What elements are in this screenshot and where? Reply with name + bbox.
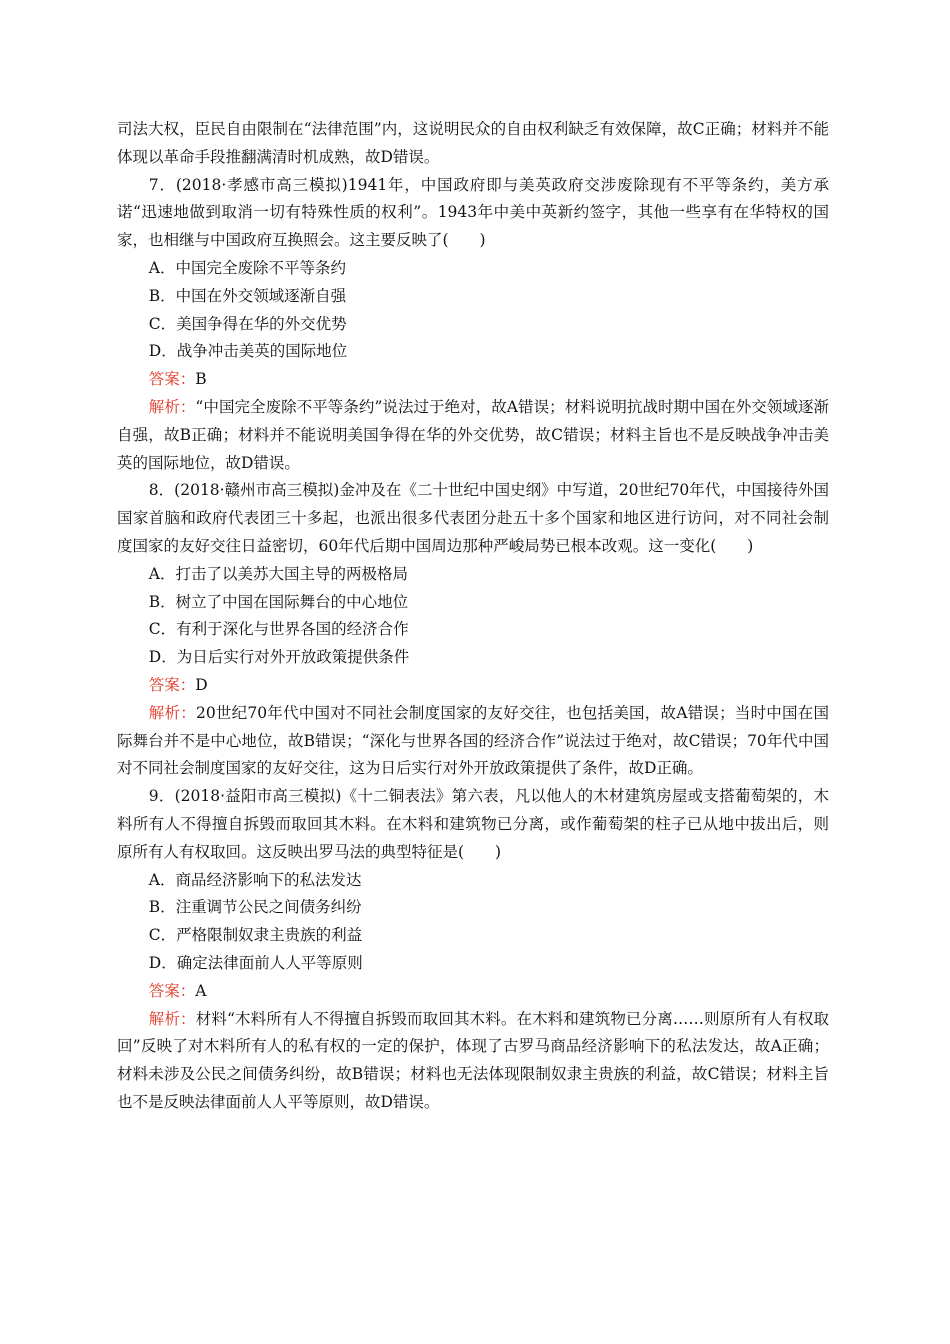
option-d: D．确定法律面前人人平等原则: [148, 953, 363, 972]
previous-analysis-continuation: 司法大权，臣民自由限制在“法律范围”内，这说明民众的自由权利缺乏有效保障，故C正确；材料并不能体现以革命手段推翻满清时机成熟，故D错误。: [117, 120, 829, 166]
question-stem: 7．(2018·孝感市高三模拟)1941年，中国政府即与美英政府交涉废除现有不平等条约，美方承诺“迅速地做到取消一切有特殊性质的权利”。1943年中美中英新约签字，其他一些享有在华特权的国家，也相继与中国政府互换照会。这主要反映了( ): [117, 175, 829, 250]
option-b: B．注重调节公民之间债务纠纷: [148, 898, 362, 917]
answer-label: 答案：: [148, 981, 196, 1000]
answer-line: [117, 366, 829, 394]
answer-line: [117, 978, 829, 1006]
answer-label: 答案：: [148, 370, 196, 389]
analysis-text: 材料“木料所有人不得擅自拆毁而取回其木料。在木料和建筑物已分离……则原所有人有权取回”反映了对木料所有人的私有权的一定的保护，体现了古罗马商品经济影响下的私法发达，故A正确；材料未涉及公民之间债务纠纷，故B错误；材料也无法体现限制奴隶主贵族的利益，故C错误；材料主旨也不是反映法律面前人人平等原则，故D错误。: [117, 1009, 829, 1111]
option-b: B．中国在外交领域逐渐自强: [148, 286, 347, 305]
option-a: A．中国完全废除不平等条约: [148, 258, 346, 277]
analysis-paragraph: [117, 394, 829, 477]
option-c: C．有利于深化与世界各国的经济合作: [148, 620, 409, 639]
option-a: A．商品经济影响下的私法发达: [148, 870, 362, 889]
option-d: D．为日后实行对外开放政策提供条件: [148, 648, 410, 667]
analysis-paragraph: [117, 1006, 829, 1117]
analysis-text: 20世纪70年代中国对不同社会制度国家的友好交往，也包括美国，故A错误；当时中国在国际舞台并不是中心地位，故B错误；“深化与世界各国的经济合作”说法过于绝对，故C错误；70年代中国对不同社会制度国家的友好交往，这为日后实行对外开放政策提供了条件，故D正确。: [117, 703, 829, 778]
option-a: A．打击了以美苏大国主导的两极格局: [148, 564, 408, 583]
question-7: [117, 172, 829, 478]
analysis-label: 解析：: [148, 703, 196, 722]
option-d: D．战争冲击美英的国际地位: [148, 342, 348, 361]
analysis-label: 解析：: [148, 1009, 196, 1028]
option-b: B．树立了中国在国际舞台的中心地位: [148, 592, 409, 611]
answer-value: B: [195, 370, 207, 389]
question-9: [117, 783, 829, 1117]
analysis-paragraph: [117, 700, 829, 783]
answer-line: [117, 672, 829, 700]
question-8: [117, 477, 829, 783]
question-stem: 9．(2018·益阳市高三模拟)《十二铜表法》第六表，凡以他人的木材建筑房屋或支搭葡萄架的，木料所有人不得擅自拆毁而取回其木料。在木料和建筑物已分离，或作葡萄架的柱子已从地中拔出后，则原所有人有权取回。这反映出罗马法的典型特征是( ): [117, 787, 829, 861]
option-c: C．美国争得在华的外交优势: [148, 314, 347, 333]
question-stem: 8．(2018·赣州市高三模拟)金冲及在《二十世纪中国史纲》中写道，20世纪70年代，中国接待外国国家首脑和政府代表团三十多起，也派出很多代表团分赴五十多个国家和地区进行访问，对不同社会制度国家的友好交往日益密切，60年代后期中国周边那种严峻局势已根本改观。这一变化( ): [117, 481, 829, 555]
answer-value: A: [195, 981, 207, 1000]
answer-value: D: [195, 675, 208, 694]
document-page: [117, 116, 829, 1117]
option-c: C．严格限制奴隶主贵族的利益: [148, 926, 363, 945]
analysis-text: “中国完全废除不平等条约”说法过于绝对，故A错误；材料说明抗战时期中国在外交领域逐渐自强，故B正确；材料并不能说明美国争得在华的外交优势，故C错误；材料主旨也不是反映战争冲击美英的国际地位，故D错误。: [117, 397, 829, 472]
analysis-label: 解析：: [148, 397, 196, 416]
answer-label: 答案：: [148, 675, 196, 694]
